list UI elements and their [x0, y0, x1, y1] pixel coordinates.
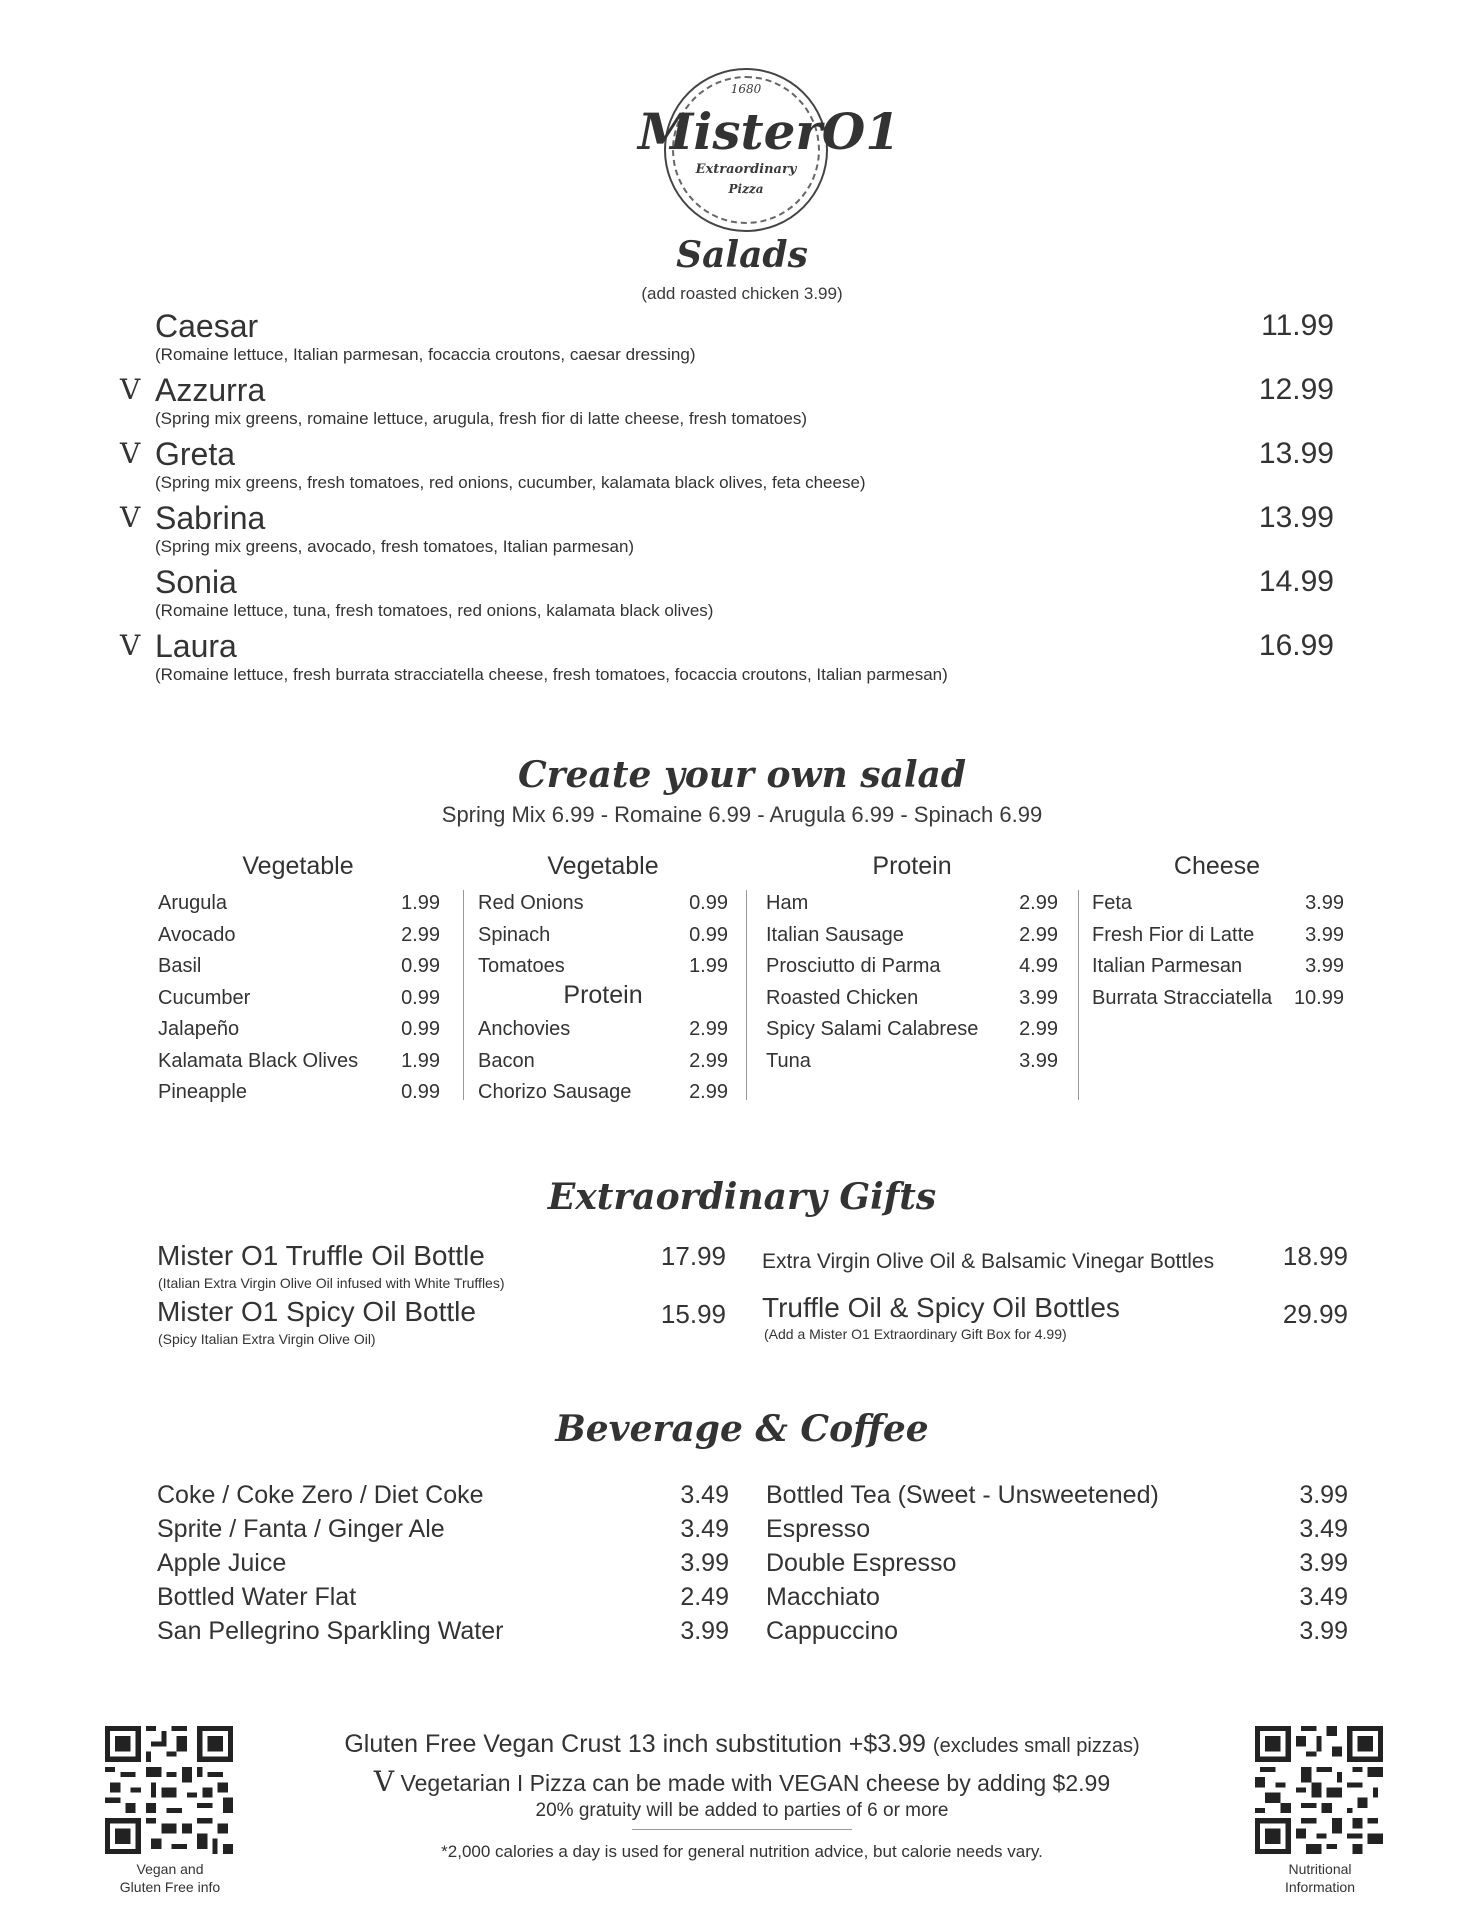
salad-price: 13.99 — [1258, 501, 1334, 534]
list-item: Bacon 2.99 — [478, 1049, 728, 1072]
list-item: Ham 2.99 — [766, 892, 1058, 914]
list-item: Italian Parmesan 3.99 — [1092, 955, 1344, 977]
list-item: Avocado 2.99 — [158, 923, 440, 946]
gift-name: Mister O1 Truffle Oil Bottle — [157, 1240, 485, 1271]
list-item: Espresso 3.49 — [766, 1515, 1348, 1543]
salad-price: 12.99 — [1258, 373, 1334, 406]
logo — [638, 68, 901, 232]
list-item: Tomatoes 1.99 — [478, 955, 728, 977]
list-item: Macchiato 3.49 — [766, 1583, 1348, 1611]
col-protein-list — [766, 888, 1058, 1118]
list-item: Spinach 0.99 — [478, 923, 728, 946]
list-item: Cappuccino 3.99 — [766, 1617, 1348, 1645]
list-item: Coke / Coke Zero / Diet Coke 3.49 — [157, 1481, 729, 1509]
salad-name: Azzurra — [155, 372, 266, 408]
salads-note: (add roasted chicken 3.99) — [641, 284, 843, 303]
vegetarian-note — [0, 1765, 1484, 1798]
list-item: Double Espresso 3.99 — [766, 1549, 1348, 1577]
col-cheese-list — [1092, 888, 1344, 1028]
salad-price: 14.99 — [1258, 565, 1334, 598]
list-item: Anchovies 2.99 — [478, 1018, 728, 1040]
gift-name: Extra Virgin Olive Oil & Balsamic Vinegar Bottles — [762, 1250, 1215, 1273]
list-item: Spicy Salami Calabrese 2.99 — [766, 1018, 1058, 1040]
column-divider — [463, 890, 464, 1100]
column-divider — [746, 890, 747, 1100]
gratuity-note: 20% gratuity will be added to parties of 6 or more — [535, 1800, 949, 1821]
col-vegetable-list — [158, 888, 440, 1118]
gift-name: Mister O1 Spicy Oil Bottle — [157, 1296, 476, 1327]
create-bases: Spring Mix 6.99 - Romaine 6.99 - Arugula 6.99 - Spinach 6.99 — [441, 802, 1043, 827]
salad-price: 16.99 — [1258, 629, 1334, 662]
vegetarian-icon: V — [120, 373, 141, 406]
list-item: Chorizo Sausage 2.99 — [478, 1081, 728, 1103]
salad-desc: (Spring mix greens, avocado, fresh tomatoes, Italian parmesan) — [155, 537, 635, 556]
list-item: Sprite / Fanta / Ginger Ale 3.49 — [157, 1515, 729, 1543]
salad-name: Caesar — [155, 308, 259, 344]
salad-name: Sonia — [155, 564, 237, 600]
list-item: Arugula 1.99 — [158, 892, 440, 914]
qr-nutrition-label-2: Information — [1284, 1879, 1356, 1895]
salad-desc: (Romaine lettuce, tuna, fresh tomatoes, red onions, kalamata black olives) — [155, 601, 714, 620]
logo-line1: Extraordinary — [695, 162, 797, 177]
list-item: Prosciutto di Parma 4.99 — [766, 955, 1058, 977]
list-item: Pineapple 0.99 — [158, 1081, 440, 1103]
beverages-title: Beverage & Coffee — [555, 1408, 929, 1450]
salad-desc: (Romaine lettuce, fresh burrata stracciatella cheese, fresh tomatoes, focaccia croutons, Italian parmesan) — [155, 665, 948, 684]
salad-desc: (Spring mix greens, romaine lettuce, arugula, fresh fior di latte cheese, fresh tomatoes) — [155, 409, 807, 428]
col-vegetable2-list — [478, 888, 728, 1118]
gifts-title: Extraordinary Gifts — [547, 1176, 937, 1218]
list-item: Apple Juice 3.99 — [157, 1549, 729, 1577]
vegetarian-icon: V — [120, 437, 141, 470]
salad-name: Laura — [155, 628, 237, 664]
gift-price: 18.99 — [1282, 1241, 1348, 1271]
col-vegetable2-head: Vegetable — [547, 852, 659, 880]
salad-name: Greta — [155, 436, 236, 472]
col-protein2-head: Protein — [563, 981, 643, 1009]
salad-name: Sabrina — [155, 500, 266, 536]
list-item: Italian Sausage 2.99 — [766, 923, 1058, 946]
divider — [632, 1829, 852, 1830]
beverages-left-list — [157, 1478, 729, 1658]
list-item: Tuna 3.99 — [766, 1049, 1058, 1072]
gift-price: 15.99 — [660, 1299, 726, 1329]
logo-line2: Pizza — [728, 182, 764, 196]
vegetarian-icon: V — [120, 501, 141, 534]
qr-nutrition-label-1: Nutritional — [1288, 1861, 1352, 1877]
list-item: Bottled Water Flat 2.49 — [157, 1583, 729, 1611]
list-item: San Pellegrino Sparkling Water 3.99 — [157, 1617, 729, 1645]
gift-name: Truffle Oil & Spicy Oil Bottles — [762, 1292, 1120, 1323]
list-item: Red Onions 0.99 — [478, 892, 728, 914]
salad-price: 13.99 — [1258, 437, 1334, 470]
list-item: Cucumber 0.99 — [158, 986, 440, 1009]
list-item: Kalamata Black Olives 1.99 — [158, 1049, 440, 1072]
gift-sub: (Italian Extra Virgin Olive Oil infused with White Truffles) — [158, 1275, 505, 1291]
gluten-free-text: Gluten Free Vegan Crust 13 inch substitution +$3.99 — [344, 1730, 926, 1758]
create-title: Create your own salad — [518, 754, 966, 796]
gluten-free-exclusion: (excludes small pizzas) — [932, 1735, 1140, 1757]
list-item: Roasted Chicken 3.99 — [766, 986, 1058, 1009]
gift-sub: (Spicy Italian Extra Virgin Olive Oil) — [158, 1331, 376, 1347]
gluten-free-note — [0, 1730, 1484, 1759]
col-vegetable-head: Vegetable — [242, 852, 354, 880]
list-item: Basil 0.99 — [158, 955, 440, 977]
list-item: Bottled Tea (Sweet - Unsweetened) 3.99 — [766, 1481, 1348, 1509]
logo-name: MisterO1 — [638, 102, 901, 161]
vegetarian-icon: V — [120, 629, 141, 662]
gift-sub: (Add a Mister O1 Extraordinary Gift Box for 4.99) — [764, 1326, 1067, 1342]
logo-year: 1680 — [730, 82, 762, 96]
vegetarian-text: Vegetarian I Pizza can be made with VEGAN cheese by adding $2.99 — [400, 1770, 1111, 1796]
salad-desc: (Spring mix greens, fresh tomatoes, red onions, cucumber, kalamata black olives, feta cheese) — [155, 473, 866, 492]
salads-title: Salads — [676, 234, 808, 276]
calories-note: *2,000 calories a day is used for general nutrition advice, but calorie needs vary. — [441, 1842, 1043, 1861]
list-item: Jalapeño 0.99 — [158, 1018, 440, 1040]
beverages-right-list — [766, 1478, 1348, 1658]
column-divider — [1078, 890, 1079, 1100]
salad-price: 11.99 — [1261, 309, 1334, 342]
qr-vegan-label-2: Gluten Free info — [119, 1879, 221, 1895]
gift-price: 17.99 — [660, 1241, 726, 1271]
salad-desc: (Romaine lettuce, Italian parmesan, focaccia croutons, caesar dressing) — [155, 345, 696, 364]
list-item: Fresh Fior di Latte 3.99 — [1092, 923, 1344, 946]
gift-price: 29.99 — [1282, 1299, 1348, 1329]
vegetarian-icon: V — [373, 1765, 395, 1798]
list-item: Burrata Stracciatella 10.99 — [1092, 986, 1344, 1009]
col-protein-head: Protein — [872, 852, 952, 880]
qr-vegan-label-1: Vegan and — [136, 1861, 204, 1877]
list-item: Feta 3.99 — [1092, 892, 1344, 914]
col-cheese-head: Cheese — [1173, 852, 1261, 880]
